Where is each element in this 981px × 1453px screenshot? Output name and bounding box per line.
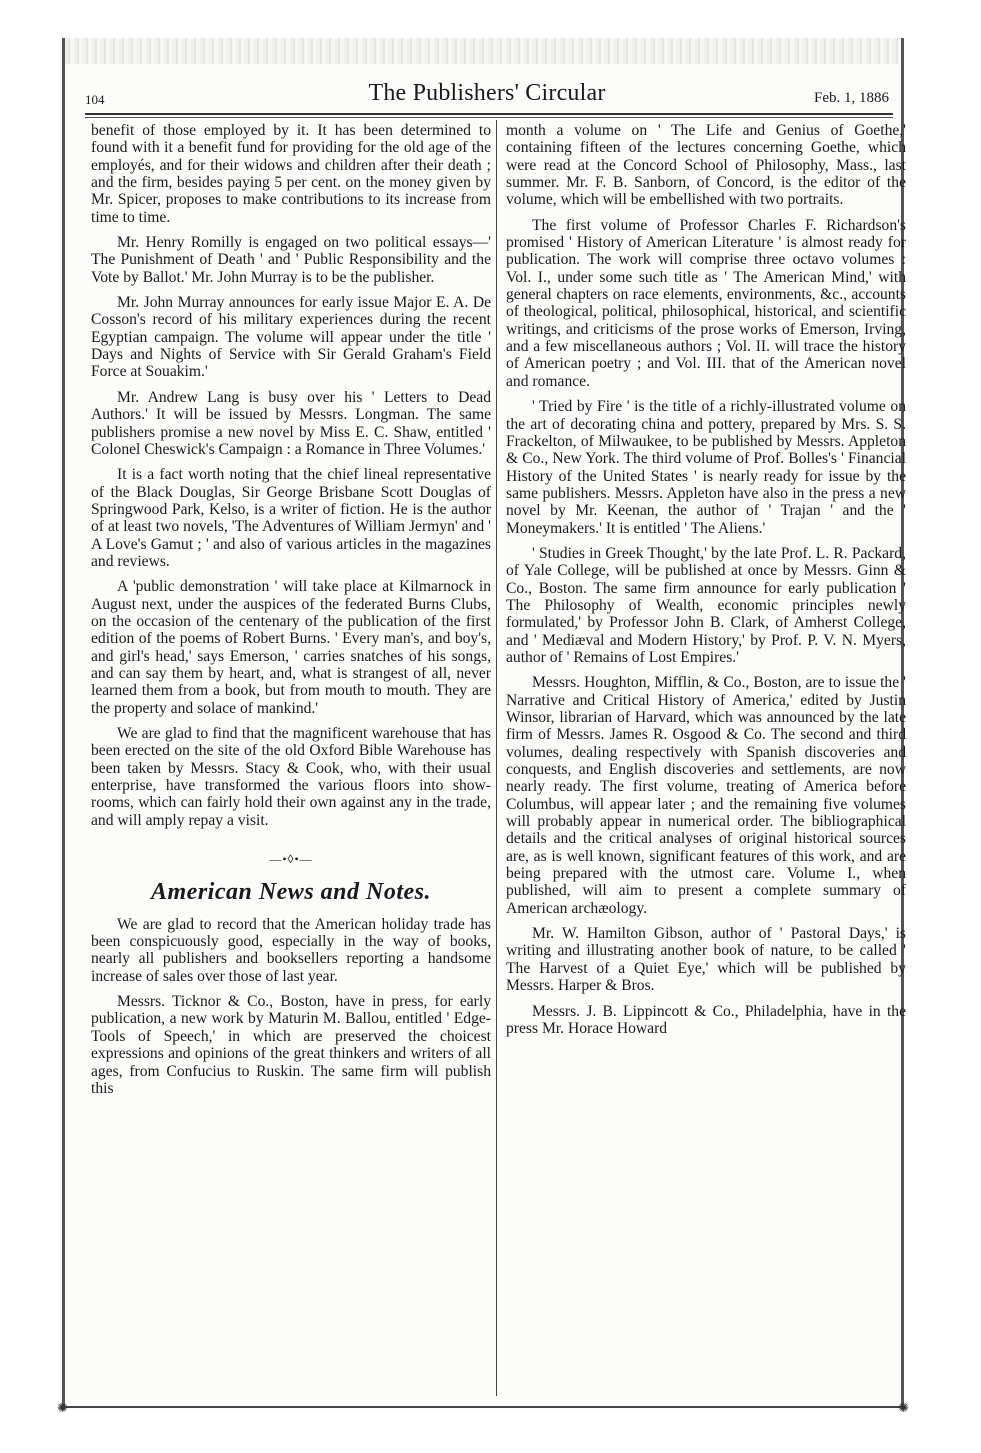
paragraph: ' Studies in Greek Thought,' by the late Prof. L. R. Packard, of Yale College, will be published at once by Messrs. Ginn & Co., Boston. The same firm announce for early publication ' The Philosophy of Wealth, economic principles newly formulated,' by Professor John B. Clark, of Amherst College, and ' Mediæval and Modern History,' by Prof. P. V. N. Myers, author of ' Remains of Lost Empires.' [506, 544, 906, 666]
paragraph: Messrs. Ticknor & Co., Boston, have in press, for early publication, a new work by Maturin M. Ballou, entitled ' Edge-Tools of Speech,' in which are preserved the choicest expressions and opinions of the great thinkers and writers of all ages, from Confucius to Ruskin. The same firm will publish this [91, 993, 491, 1097]
paragraph: Mr. W. Hamilton Gibson, author of ' Pastoral Days,' is writing and illustrating another book of nature, to be called ' The Harvest of a Quiet Eye,' which will be published by Messrs. Harper & Bros. [506, 925, 906, 995]
paragraph: Mr. Henry Romilly is engaged on two political essays—' The Punishment of Death ' and ' Public Responsibility and the Vote by Ballot.' Mr. John Murray is to be the publisher. [91, 234, 491, 286]
corner-ornament-icon: ✺ [898, 1400, 909, 1415]
paragraph: Messrs. Houghton, Mifflin, & Co., Boston, are to issue the ' Narrative and Critical History of America,' edited by Justin Winsor, librarian of Harvard, which was announced by the late firm of Messrs. James R. Osgood & Co. The second and third volumes, dealing respectively with Spanish discoveries and conquests, and English discoveries and settlements, are now nearly ready. The first volume, treating of America before Columbus, will appear later ; and the remaining five volumes will probably appear in numerical order. The bibliographical details and the critical analyses of original historical sources are, as is well known, significant features of this work, and are being prepared with the utmost care. Volume I., when published, will aim to present a complete summary of American archæology. [506, 674, 906, 917]
corner-ornament-icon: ✺ [57, 1400, 68, 1415]
paragraph: Mr. Andrew Lang is busy over his ' Letters to Dead Authors.' It will be issued by Messrs. Longman. The same publishers promise a new novel by Miss E. C. Shaw, entitled ' Colonel Cheswick's Campaign : a Romance in Three Volumes.' [91, 388, 491, 458]
paragraph: Mr. John Murray announces for early issue Major E. A. De Cosson's record of his military experiences during the recent Egyptian campaign. The volume will appear under the title ' Days and Nights of Service with Sir Gerald Graham's Field Force at Souakim.' [91, 294, 491, 381]
page-top-edge [65, 38, 901, 64]
running-header [81, 80, 893, 108]
header-rule-thin [85, 117, 893, 118]
right-column [506, 122, 906, 1037]
paragraph: We are glad to record that the American holiday trade has been conspicuously good, especially in the way of books, nearly all publishers and booksellers reporting a handsome increase of sales over those of last year. [91, 915, 491, 985]
page-number: 104 [85, 92, 105, 107]
paragraph: We are glad to find that the magnificent warehouse that has been erected on the site of the old Oxford Bible Warehouse has been taken by Messrs. Stacy & Cook, who, with their usual enterprise, have transformed the various floors into show-rooms, which can fairly hold their own against any in the trade, and will amply repay a visit. [91, 725, 491, 829]
section-ornament: —•◊•— [269, 852, 313, 867]
paragraph: month a volume on ' The Life and Genius of Goethe,' containing fifteen of the lectures concerning Goethe, which were read at the Concord School of Philosophy, Mass., last summer. Mr. F. B. Sanborn, of Concord, is the editor of the volume, which will be embellished with two portraits. [506, 122, 906, 209]
paragraph: Messrs. J. B. Lippincott & Co., Philadelphia, have in the press Mr. Horace Howard [506, 1002, 906, 1037]
paragraph: benefit of those employed by it. It has been determined to found with it a benefit fund for providing for the old age of the employés, and for their widows and children after their death ; and the firm, besides paying 5 per cent. on the money given by Mr. Spicer, proposes to make contributions to its increase from time to time. [91, 122, 491, 226]
publication-title: The Publishers' Circular [368, 80, 606, 106]
footer-rule [65, 1406, 901, 1408]
paragraph: ' Tried by Fire ' is the title of a richly-illustrated volume on the art of decorating china and pottery, prepared by Mrs. S. S. Frackelton, of Milwaukee, to be published by Messrs. Appleton & Co., New York. The third volume of Prof. Bolles's ' Financial History of the United States ' is nearly ready for issue by the same publishers. Messrs. Appleton have also in the press a new novel by Mr. Keenan, the author of ' Trajan ' and the ' Moneymakers.' It is entitled ' The Aliens.' [506, 398, 906, 537]
paragraph: The first volume of Professor Charles F. Richardson's promised ' History of American Literature ' is almost ready for publication. The work will comprise three octavo volumes : Vol. I., under some such title as ' The American Mind,' with general chapters on race elements, environments, &c., accounts of theological, political, philosophical, historical, and scientific writings, and criticisms of the prose works of Emerson, Irving, and a few miscellaneous authors ; Vol. II. will trace the history of American poetry ; and Vol. III. that of the American novel and romance. [506, 216, 906, 390]
issue-date: Feb. 1, 1886 [814, 90, 889, 106]
paragraph: A 'public demonstration ' will take place at Kilmarnock in August next, under the auspices of the federated Burns Clubs, on the occasion of the centenary of the publication of the first edition of the poems of Robert Burns. ' Every man's, and boy's, and girl's head,' says Emerson, ' carries snatches of his songs, and can say them by heart, and, what is strangest of all, never learned them from a book, but from mouth to mouth. They are the property and solace of mankind.' [91, 578, 491, 717]
header-rule [85, 113, 893, 115]
paragraph: It is a fact worth noting that the chief lineal representative of the Black Douglas, Sir George Brisbane Scott Douglas of Springwood Park, Kelso, is a writer of fiction. He is the author of at least two novels, 'The Adventures of William Jermyn' and ' A Love's Gamut ; ' and also of various articles in the magazines and reviews. [91, 466, 491, 570]
column-separator [496, 120, 497, 1396]
newspaper-page [57, 38, 909, 1415]
left-column [91, 122, 491, 1097]
section-heading: American News and Notes. [150, 879, 431, 906]
